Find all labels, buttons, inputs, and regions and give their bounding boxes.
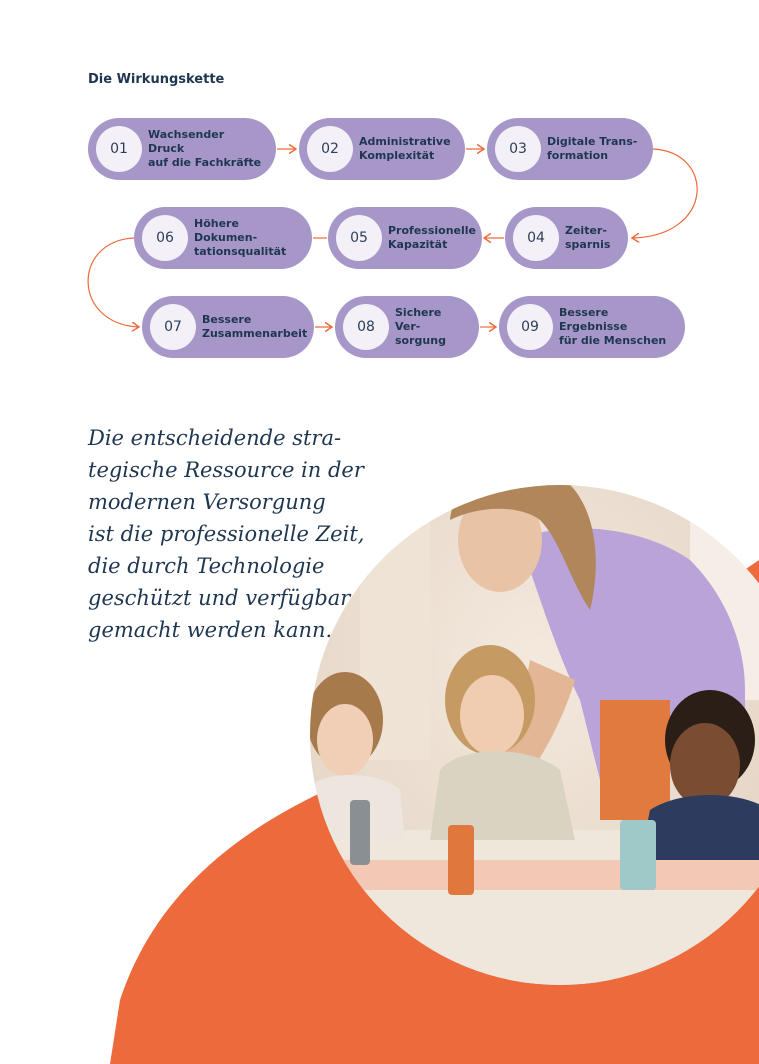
step-label: Sichere Ver- sorgung	[395, 306, 446, 347]
page-title: Die Wirkungskette	[88, 72, 225, 87]
pull-quote: Die entscheidende stra- tegische Ressource in der modernen Versorgung ist die professionelle Zeit, die durch Technologie geschützt und verfügbar gemacht werden kann.	[88, 426, 365, 642]
step-label: Administrative Komplexität	[359, 135, 451, 162]
step-number: 06	[142, 215, 188, 261]
step-label: Digitale Trans- formation	[547, 135, 638, 162]
step-number: 01	[96, 126, 142, 172]
step-number: 02	[307, 126, 353, 172]
step-number: 09	[507, 304, 553, 350]
step-number: 08	[343, 304, 389, 350]
step-number: 05	[336, 215, 382, 261]
step-number: 03	[495, 126, 541, 172]
step-number: 04	[513, 215, 559, 261]
step-label: Wachsender Druck auf die Fachkräfte	[148, 128, 262, 169]
step-label: Bessere Ergebnisse für die Menschen	[559, 306, 667, 347]
step-label: Zeiter- sparnis	[565, 224, 611, 251]
step-label: Professionelle Kapazität	[388, 224, 477, 251]
step-label: Bessere Zusammenarbeit	[202, 313, 308, 340]
step-number: 07	[150, 304, 196, 350]
step-label: Höhere Dokumen- tationsqualität	[194, 217, 287, 258]
